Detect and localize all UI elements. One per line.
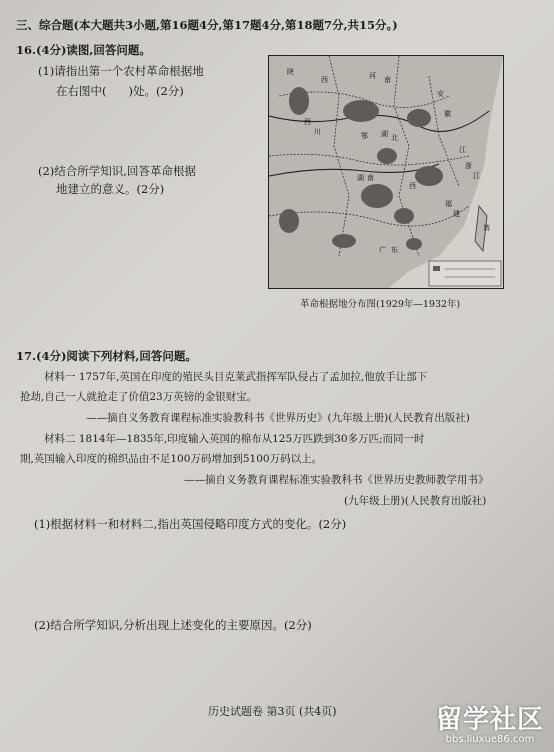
map-label: 广 — [379, 246, 386, 254]
map-label: 南 — [367, 174, 374, 182]
q16-part1-suffix: )处。(2分) — [128, 84, 184, 98]
q16-part2-line1: (2)结合所学知识,回答革命根据 — [38, 164, 196, 178]
q17-part2: (2)结合所学知识,分析出现上述变化的主要原因。(2分) — [34, 618, 312, 632]
map-label: 西 — [321, 76, 328, 84]
map-legend — [429, 261, 501, 286]
q17-material2-line2: 期,英国输入印度的棉织品由不足100万码增加到5100万码以上。 — [20, 453, 323, 465]
map-label: 东 — [391, 246, 398, 254]
map-label: 北 — [391, 134, 398, 142]
map-label: 安 — [437, 90, 444, 98]
q16-part1-line2 — [56, 84, 184, 98]
q16-stem: 16.(4分)读图,回答问题。 — [16, 43, 151, 57]
map-label: 河 — [369, 72, 376, 80]
map-label: 建 — [453, 210, 460, 218]
q16-part2-line2: 地建立的意义。(2分) — [56, 182, 165, 196]
q17-part1: (1)根据材料一和材料二,指出英国侵略印度方式的变化。(2分) — [34, 517, 347, 531]
legend-swatch — [433, 266, 440, 271]
map-label: 湾 — [483, 224, 490, 232]
q17-material1-line1: 材料一 1757年,英国在印度的殖民头目克莱武指挥军队侵占了孟加拉,他放手让部下 — [44, 371, 428, 383]
map-label: 浙 — [465, 162, 472, 170]
map-label: 鄂 — [361, 132, 368, 140]
map-label: 陕 — [287, 68, 294, 76]
map-label: 南 — [384, 76, 391, 84]
base-area-map — [268, 55, 504, 289]
q16-part1-line1: (1)请指出第一个农村革命根据地 — [38, 64, 204, 78]
map-label: 西 — [409, 182, 416, 190]
q16-part1-prefix: 在右图中( — [56, 84, 107, 98]
map-caption: 革命根据地分布图(1929年—1932年) — [300, 299, 461, 310]
q17-stem: 17.(4分)阅读下列材料,回答问题。 — [16, 349, 197, 363]
map-label: 徽 — [444, 110, 451, 118]
map-svg — [269, 56, 503, 288]
map-label: 福 — [445, 200, 452, 208]
page-footer: 历史试题卷 第3页 (共4页) — [208, 705, 337, 718]
q17-material1-line2: 抢劫,自己一人就抢走了价值23万英镑的金银财宝。 — [20, 391, 258, 403]
map-label: 江 — [473, 172, 480, 180]
q17-source2-line1: ——摘自义务教育课程标准实验教科书《世界历史教师教学用书》 — [184, 474, 489, 486]
map-label: 西 — [304, 118, 311, 126]
map-label: 湖 — [357, 174, 364, 182]
map-label: 湖 — [381, 130, 388, 138]
q17-material2-line1: 材料二 1814年—1835年,印度输入英国的棉布从125万匹跌到30多万匹;而同一时 — [44, 433, 425, 445]
section-header: 三、综合题(本大题共3小题,第16题4分,第17题4分,第18题7分,共15分。) — [16, 18, 398, 32]
watermark-logo: 留学社区 — [435, 705, 544, 735]
map-label: 江 — [459, 146, 466, 154]
watermark-url: bbs.liuxue86.com — [445, 734, 535, 745]
q17-source1: ——摘自义务教育课程标准实验教科书《世界历史》(九年级上册)(人民教育出版社) — [86, 412, 470, 424]
watermark — [436, 706, 544, 746]
q17-source2-line2: (九年级上册)(人民教育出版社) — [344, 495, 487, 507]
map-label: 川 — [314, 128, 321, 136]
